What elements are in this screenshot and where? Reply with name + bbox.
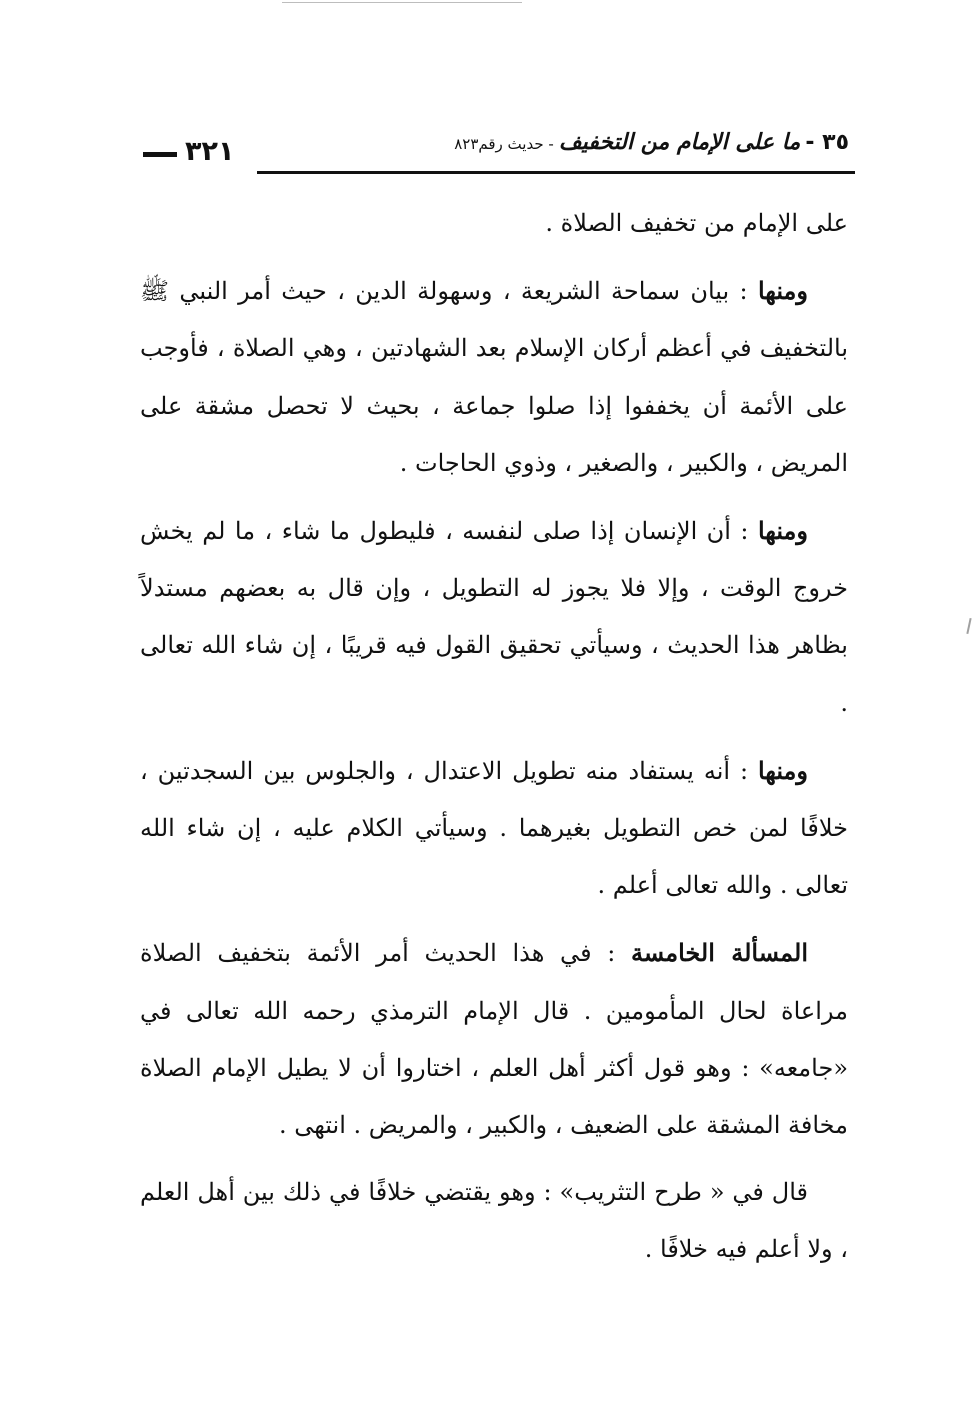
paragraph-text: : بيان سماحة الشريعة ، وسهولة الدين ، حيث أمر النبي ﷺ بالتخفيف في أعظم أركان الإسلام بعد الشهادتين ، وهي الصلاة ، فأوجب على الأئمة أن يخففوا إذا صلوا جماعة ، بحيث لا تحصل مشقة على المريض ، والكبير ، والصغير ، وذوي الحاجات . bbox=[140, 277, 849, 477]
paragraph-text: على الإمام من تخفيف الصلاة . bbox=[545, 209, 848, 237]
running-head bbox=[389, 123, 849, 164]
paragraph-tarh-tathrib bbox=[140, 1164, 848, 1278]
paragraph-continuation bbox=[140, 195, 848, 252]
paragraph-label: المسألة الخامسة bbox=[630, 938, 809, 968]
paragraph-benefit-solo-prayer bbox=[140, 502, 848, 732]
page-body bbox=[140, 195, 848, 1289]
page-header bbox=[143, 123, 855, 183]
chapter-title: ما على الإمام من التخفيف bbox=[558, 130, 801, 155]
page-number: ٣٢١ bbox=[185, 136, 235, 167]
paragraph-benefit-leniency bbox=[140, 262, 848, 492]
paragraph-benefit-itidal bbox=[140, 742, 848, 915]
chapter-number: ٣٥ - bbox=[805, 130, 849, 155]
paragraph-label: ومنها bbox=[757, 276, 808, 306]
hadith-reference: - حديث رقم٨٢٣ bbox=[454, 135, 554, 153]
paragraph-label: ومنها bbox=[757, 516, 808, 546]
margin-mark bbox=[966, 618, 971, 634]
paragraph-text: : أنه يستفاد منه تطويل الاعتدال ، والجلوس بين السجدتين ، خلافًا لمن خص التطويل بغيرهما . وسيأتي الكلام عليه ، إن شاء الله تعالى . والله تعالى أعلم . bbox=[140, 756, 848, 900]
page-number-dash bbox=[143, 152, 177, 157]
header-rule bbox=[257, 171, 855, 174]
scan-edge-line bbox=[282, 2, 522, 3]
page-number-block bbox=[143, 133, 253, 173]
paragraph-fifth-issue bbox=[140, 924, 848, 1154]
paragraph-text: قال في « طرح التثريب» : وهو يقتضي خلافًا في ذلك بين أهل العلم ، ولا أعلم فيه خلافًا . bbox=[140, 1178, 848, 1264]
paragraph-text: : أن الإنسان إذا صلى لنفسه ، فليطول ما شاء ، ما لم يخش خروج الوقت ، وإلا فلا يجوز له التطويل ، وإن قال به بعضهم مستدلاً بظاهر هذا الحديث ، وسيأتي تحقيق القول فيه قريبًا ، إن شاء الله تعالى . bbox=[140, 517, 848, 717]
paragraph-text: : في هذا الحديث أمر الأئمة بتخفيف الصلاة مراعاة لحال المأمومين . قال الإمام الترمذي رحمه الله تعالى في «جامعه» : وهو قول أكثر أهل العلم ، اختاروا أن لا يطيل الإمام الصلاة مخافة المشقة على الضعيف ، والكبير ، والمريض . انتهى . bbox=[140, 939, 848, 1140]
paragraph-label: ومنها bbox=[757, 755, 808, 785]
